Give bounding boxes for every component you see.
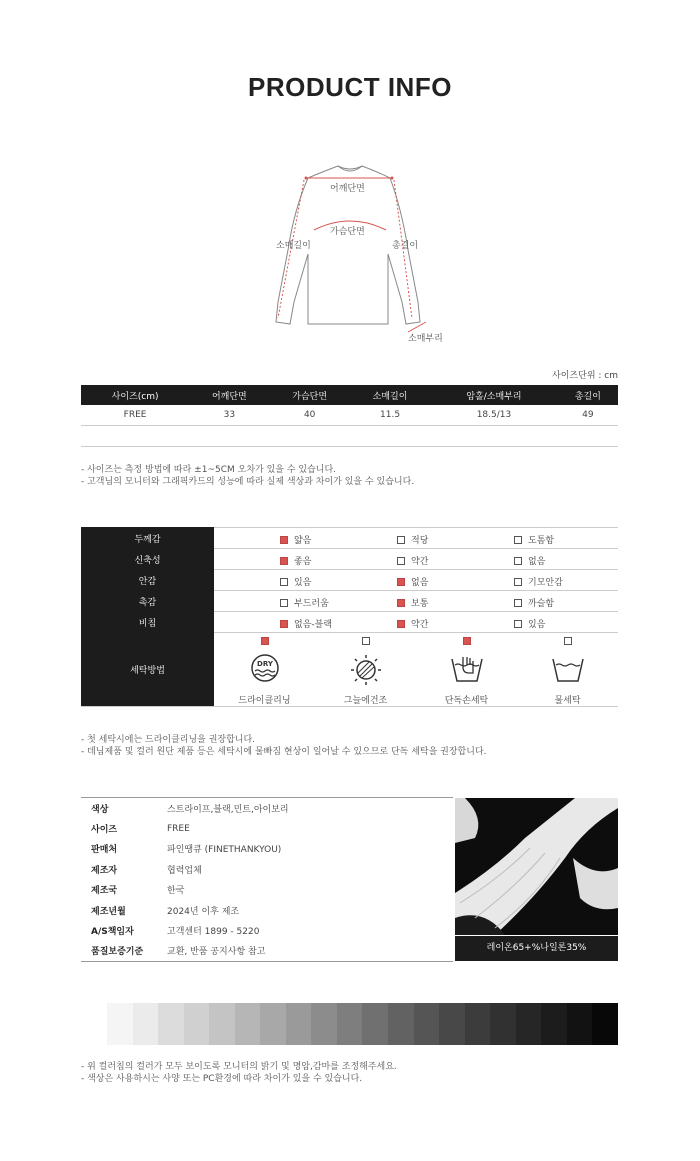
- checked-box-icon: [280, 536, 288, 544]
- checkbox-icon: [362, 637, 370, 645]
- info-value: 교환, 반품 공지사항 참고: [167, 947, 266, 958]
- divider: [81, 961, 453, 962]
- option-label: 보통: [411, 599, 429, 609]
- checkbox-icon: [280, 578, 288, 586]
- size-header-cell: 암홀/소매부리: [430, 385, 558, 405]
- property-option: [514, 533, 554, 546]
- size-table-empty-row: [81, 428, 618, 447]
- checkbox-icon: [514, 536, 522, 544]
- info-key: A/S책임자: [91, 927, 134, 938]
- color-swatch: [311, 1003, 337, 1045]
- wash-item: [416, 633, 517, 706]
- checked-box-icon: [280, 620, 288, 628]
- table-row: [81, 941, 453, 961]
- size-cell: 40: [270, 405, 350, 425]
- option-label: 없음: [411, 578, 429, 588]
- color-swatch: [439, 1003, 465, 1045]
- table-row: [81, 528, 618, 549]
- table-row: [81, 839, 453, 859]
- size-unit: 사이즈단위 : cm: [552, 371, 618, 381]
- table-row: [81, 920, 453, 940]
- color-swatch: [235, 1003, 261, 1045]
- property-option: [514, 617, 545, 630]
- product-info-table: [81, 798, 453, 961]
- size-note: - 사이즈는 측정 방법에 따라 ±1~5CM 오차가 있을 수 있습니다.: [81, 465, 337, 475]
- info-key: 제조년월: [91, 906, 126, 917]
- wash-icons: [214, 633, 618, 706]
- option-label: 있음: [294, 578, 312, 588]
- checked-box-icon: [397, 578, 405, 586]
- property-options: [214, 612, 618, 633]
- wash-item-label: 드라이클리닝: [238, 696, 291, 706]
- wash-item: [315, 633, 416, 706]
- info-value: 파인땡큐 (FINETHANKYOU): [167, 845, 282, 856]
- info-key: 색상: [91, 804, 109, 815]
- color-swatch: [337, 1003, 363, 1045]
- size-header-cell: 가슴단면: [270, 385, 350, 405]
- size-cell: 49: [558, 405, 618, 425]
- table-row: [81, 798, 453, 818]
- property-option: [280, 617, 332, 630]
- shade-dry-icon: [315, 653, 416, 693]
- table-row: [81, 591, 618, 612]
- property-option: [280, 596, 329, 609]
- property-options: [214, 528, 618, 549]
- color-swatch-bar: [107, 1003, 618, 1045]
- size-note: - 고객님의 모니터와 그래픽카드의 성능에 따라 실제 색상과 차이가 있을 수 있습니다.: [81, 477, 415, 487]
- garment-diagram: [260, 150, 443, 350]
- wash-item-label: 단독손세탁: [444, 696, 489, 706]
- option-label: 기모안감: [528, 578, 563, 588]
- table-row: [81, 405, 618, 425]
- wash-item: [517, 633, 618, 706]
- table-row: [81, 549, 618, 570]
- checkbox-icon: [280, 599, 288, 607]
- checkbox-icon: [397, 536, 405, 544]
- fabric-image: [455, 798, 618, 935]
- wash-label: 세탁방법: [81, 633, 214, 707]
- option-label: 약간: [411, 620, 429, 630]
- option-label: 없음: [528, 557, 546, 567]
- wash-item-label: 그늘에건조: [343, 696, 388, 706]
- property-option: [514, 554, 545, 567]
- svg-text:DRY: DRY: [256, 660, 273, 668]
- total-length-label: 총길이: [392, 241, 419, 251]
- property-option: [397, 533, 428, 546]
- table-row: [81, 612, 618, 633]
- option-label: 부드러움: [294, 599, 329, 609]
- property-label: 신축성: [81, 549, 214, 570]
- table-row: [81, 880, 453, 900]
- size-cell: FREE: [81, 405, 189, 425]
- info-key: 품질보증기준: [91, 947, 144, 958]
- color-swatch: [209, 1003, 235, 1045]
- hand-wash-icon: [416, 653, 517, 693]
- size-cell: 18.5/13: [430, 405, 558, 425]
- size-table-header: [81, 385, 618, 405]
- info-value: FREE: [167, 823, 190, 834]
- property-option: [514, 575, 563, 588]
- info-key: 판매처: [91, 845, 118, 856]
- property-label: 촉감: [81, 591, 214, 612]
- size-header-cell: 총길이: [558, 385, 618, 405]
- color-swatch: [516, 1003, 542, 1045]
- checked-box-icon: [463, 637, 471, 645]
- color-swatch: [388, 1003, 414, 1045]
- property-option: [397, 575, 428, 588]
- color-swatch: [133, 1003, 159, 1045]
- info-value: 협력업체: [167, 865, 202, 876]
- option-label: 좋음: [294, 557, 312, 567]
- info-value: 스트라이프,블랙,민트,아이보리: [167, 804, 289, 815]
- color-note: - 위 컬러칩의 컬러가 모두 보이도록 모니터의 밝기 및 명암,감마를 조정해주세요.: [81, 1062, 397, 1072]
- table-row: [81, 633, 618, 707]
- size-table: [81, 385, 618, 426]
- option-label: 까슬함: [528, 599, 555, 609]
- wash-item-label: 물세탁: [554, 696, 581, 706]
- property-option: [514, 596, 554, 609]
- size-header-cell: 소매길이: [350, 385, 430, 405]
- table-row: [81, 859, 453, 879]
- checkbox-icon: [514, 578, 522, 586]
- property-options: [214, 549, 618, 570]
- chest-label: 가슴단면: [330, 227, 365, 237]
- page-title: PRODUCT INFO: [248, 72, 452, 102]
- wash-note: - 데님제품 및 컬러 원단 제품 등은 세탁시에 물빠짐 현상이 일어날 수 있으므로 단독 세탁을 권장합니다.: [81, 747, 487, 757]
- size-cell: 11.5: [350, 405, 430, 425]
- option-label: 있음: [528, 620, 546, 630]
- checkbox-icon: [564, 637, 572, 645]
- cuff-label: 소매부리: [408, 334, 443, 344]
- table-row: [81, 818, 453, 838]
- color-swatch: [541, 1003, 567, 1045]
- wash-note: - 첫 세탁시에는 드라이클리닝을 권장합니다.: [81, 735, 256, 745]
- info-value: 고객센터 1899 - 5220: [167, 927, 260, 938]
- checkbox-icon: [514, 557, 522, 565]
- checked-box-icon: [397, 599, 405, 607]
- property-label: 두께감: [81, 528, 214, 549]
- option-label: 도톰함: [528, 536, 555, 546]
- sleeve-length-label: 소매길이: [276, 241, 311, 251]
- property-label: 안감: [81, 570, 214, 591]
- checkbox-icon: [397, 557, 405, 565]
- property-option: [280, 533, 311, 546]
- checkbox-icon: [514, 599, 522, 607]
- color-notes: [81, 1061, 397, 1085]
- property-label: 비침: [81, 612, 214, 633]
- property-options: [214, 591, 618, 612]
- info-key: 제조자: [91, 865, 118, 876]
- checked-box-icon: [261, 637, 269, 645]
- option-label: 약간: [411, 557, 429, 567]
- size-header-cell: 어깨단면: [189, 385, 269, 405]
- property-table: [81, 527, 618, 707]
- size-notes: [81, 464, 414, 488]
- info-key: 제조국: [91, 886, 118, 897]
- color-swatch: [490, 1003, 516, 1045]
- color-note: - 색상은 사용하시는 사양 또는 PC환경에 따라 차이가 있을 수 있습니다.: [81, 1074, 363, 1084]
- table-row: [81, 570, 618, 591]
- size-header-cell: 사이즈(cm): [81, 385, 189, 405]
- size-cell: 33: [189, 405, 269, 425]
- table-row: [81, 900, 453, 920]
- info-value: 한국: [167, 886, 185, 897]
- property-option: [280, 554, 311, 567]
- fabric-composition: 레이온65+%나일론35%: [455, 936, 618, 961]
- shoulder-label: 어깨단면: [330, 184, 365, 194]
- color-swatch: [567, 1003, 593, 1045]
- dry-clean-icon: [214, 653, 315, 693]
- color-swatch: [362, 1003, 388, 1045]
- checkbox-icon: [514, 620, 522, 628]
- info-value: 2024년 이후 제조: [167, 906, 240, 917]
- color-swatch: [107, 1003, 133, 1045]
- color-swatch: [158, 1003, 184, 1045]
- fabric-texture-icon: [455, 798, 618, 935]
- option-label: 없음-블랙: [294, 620, 333, 630]
- color-swatch: [184, 1003, 210, 1045]
- color-swatch: [465, 1003, 491, 1045]
- wash-item: [214, 633, 315, 706]
- color-swatch: [414, 1003, 440, 1045]
- wash-options: [214, 633, 618, 707]
- info-key: 사이즈: [91, 825, 118, 836]
- property-option: [280, 575, 311, 588]
- property-options: [214, 570, 618, 591]
- checked-box-icon: [280, 557, 288, 565]
- color-swatch: [260, 1003, 286, 1045]
- checked-box-icon: [397, 620, 405, 628]
- color-swatch: [592, 1003, 618, 1045]
- wash-notes: [81, 734, 486, 758]
- color-swatch: [286, 1003, 312, 1045]
- option-label: 적당: [411, 536, 429, 546]
- property-option: [397, 596, 428, 609]
- water-wash-icon: [517, 653, 618, 693]
- property-option: [397, 554, 428, 567]
- property-option: [397, 617, 428, 630]
- option-label: 얇음: [294, 536, 312, 546]
